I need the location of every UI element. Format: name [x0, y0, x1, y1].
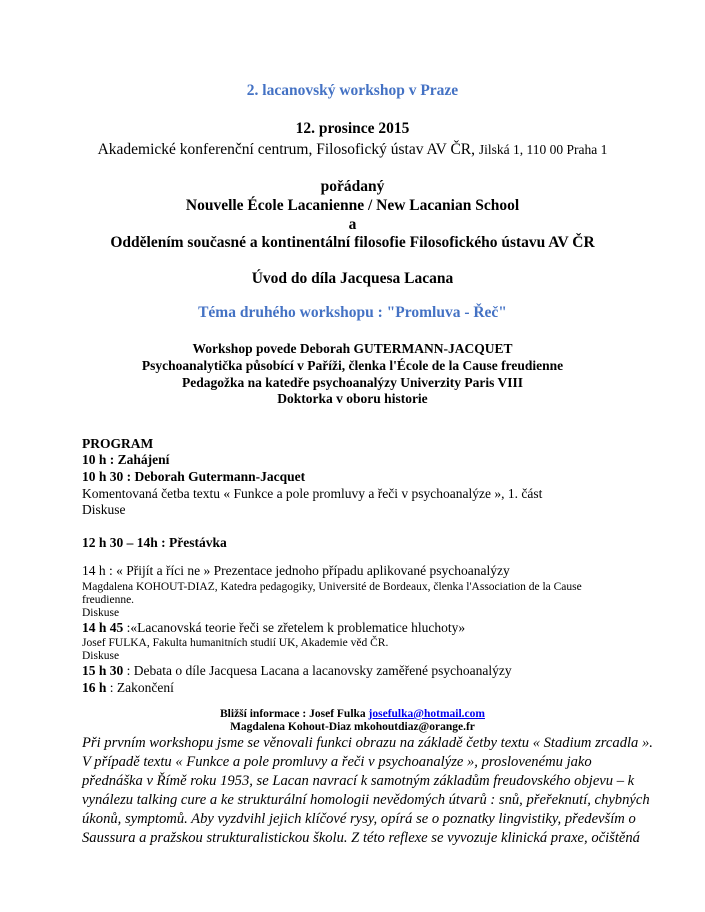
lecturer-line-1: Workshop povede Deborah GUTERMANN-JACQUET	[192, 341, 513, 356]
program-label: Zahájení	[114, 452, 170, 467]
program-break: 12 h 30 – 14h : Přestávka	[82, 535, 227, 550]
venue-name: Akademické konferenční centrum, Filosofický ústav AV ČR,	[97, 141, 475, 158]
program-discussion: Diskuse	[82, 502, 126, 517]
intro-title: Úvod do díla Jacquesa Lacana	[251, 270, 454, 287]
program-label: :«Lacanovská teorie řeči se zřetelem k problematice hluchoty»	[123, 620, 466, 635]
program-label: Deborah Gutermann-Jacquet	[131, 469, 306, 484]
body-line: úkonů, symptomů. Aby vyzdvihl jejich klíčové rysy, opírá se o poznatky lingvistiky, především o	[82, 811, 636, 827]
program-lecture-desc: Komentovaná četba textu « Funkce a pole promluvy a řeči v psychoanalýze », 1. část	[82, 486, 543, 501]
body-line: vynálezu talking cure a ke strukturální homologii nevědomých útvarů : snů, přeřeknutí, chybných	[82, 792, 650, 808]
program-label: : Zakončení	[106, 680, 174, 695]
body-line: Při prvním workshopu jsme se věnovali funkci obrazu na základě četby textu « Stadium zrcadla ».	[82, 735, 653, 751]
organized-by: pořádaný	[320, 178, 385, 195]
program-deafness-author: Josef FULKA, Fakulta humanitních studií UK, Akademie věd ČR.	[82, 637, 389, 649]
program-item-case	[82, 563, 510, 579]
program-time: 10 h :	[82, 452, 115, 467]
program-item-lecture	[82, 469, 305, 485]
program-time: 15 h 30	[82, 663, 124, 678]
program-case-author: Magdalena KOHOUT-DIAZ, Katedra pedagogiky, Université de Bordeaux, členka l'Association de la Cause	[82, 581, 582, 593]
body-line: přednáška v Římě roku 1953, se Lacan navrací k samotným základům freudovského objevu – k	[82, 773, 635, 789]
program-item-opening	[82, 452, 169, 468]
body-line: Saussura a pražskou strukturalistickou školu. Z této reflexe se vyvozuje klinická praxe, očištěná	[82, 830, 640, 846]
workshop-theme: Téma druhého workshopu : "Promluva - Řeč"	[198, 304, 507, 321]
lecturer-line-3: Pedagožka na katedře psychoanalýzy Univerzity Paris VIII	[182, 375, 523, 390]
program-case-author-cont: freudienne.	[82, 594, 135, 606]
program-item-closing	[82, 680, 174, 696]
program-heading: PROGRAM	[82, 436, 154, 451]
program-time: 14 h 45	[82, 620, 124, 635]
contact-info	[0, 708, 705, 720]
body-line: V případě textu « Funkce a pole promluvy a řeči v psychoanalýze », proslovenému jako	[82, 754, 592, 770]
organizer-1: Nouvelle École Lacanienne / New Lacanian School	[185, 197, 520, 214]
workshop-title: 2. lacanovský workshop v Praze	[246, 82, 459, 99]
program-discussion: Diskuse	[82, 650, 120, 662]
lecturer-line-2: Psychoanalytička působící v Paříži, členka l'École de la Cause freudienne	[141, 358, 564, 373]
program-time: 10 h 30 :	[82, 469, 132, 484]
event-venue	[0, 141, 705, 159]
program-item-debate	[82, 663, 512, 679]
contact-email-link[interactable]: josefulka@hotmail.com	[368, 708, 485, 720]
program-item-deafness	[82, 620, 465, 636]
contact-info-2: Magdalena Kohout-Diaz mkohoutdiaz@orange.fr	[230, 721, 475, 733]
event-date: 12. prosince 2015	[295, 120, 410, 137]
organizer-2: Oddělením současné a kontinentální filosofie Filosofického ústavu AV ČR	[110, 234, 595, 251]
program-time: 14 h	[82, 563, 106, 578]
program-time: 16 h	[82, 680, 107, 695]
lecturer-line-4: Doktorka v oboru historie	[277, 391, 428, 406]
program-label: : « Přijít a říci ne » Prezentace jednoho případu aplikované psychoanalýzy	[105, 563, 510, 578]
contact-label: Bližší informace : Josef Fulka	[220, 708, 366, 720]
program-label: : Debata o díle Jacquesa Lacana a lacanovsky zaměřené psychoanalýzy	[123, 663, 512, 678]
organizer-and: a	[348, 216, 357, 233]
venue-address: Jilská 1, 110 00 Praha 1	[478, 142, 608, 157]
program-discussion: Diskuse	[82, 607, 120, 619]
